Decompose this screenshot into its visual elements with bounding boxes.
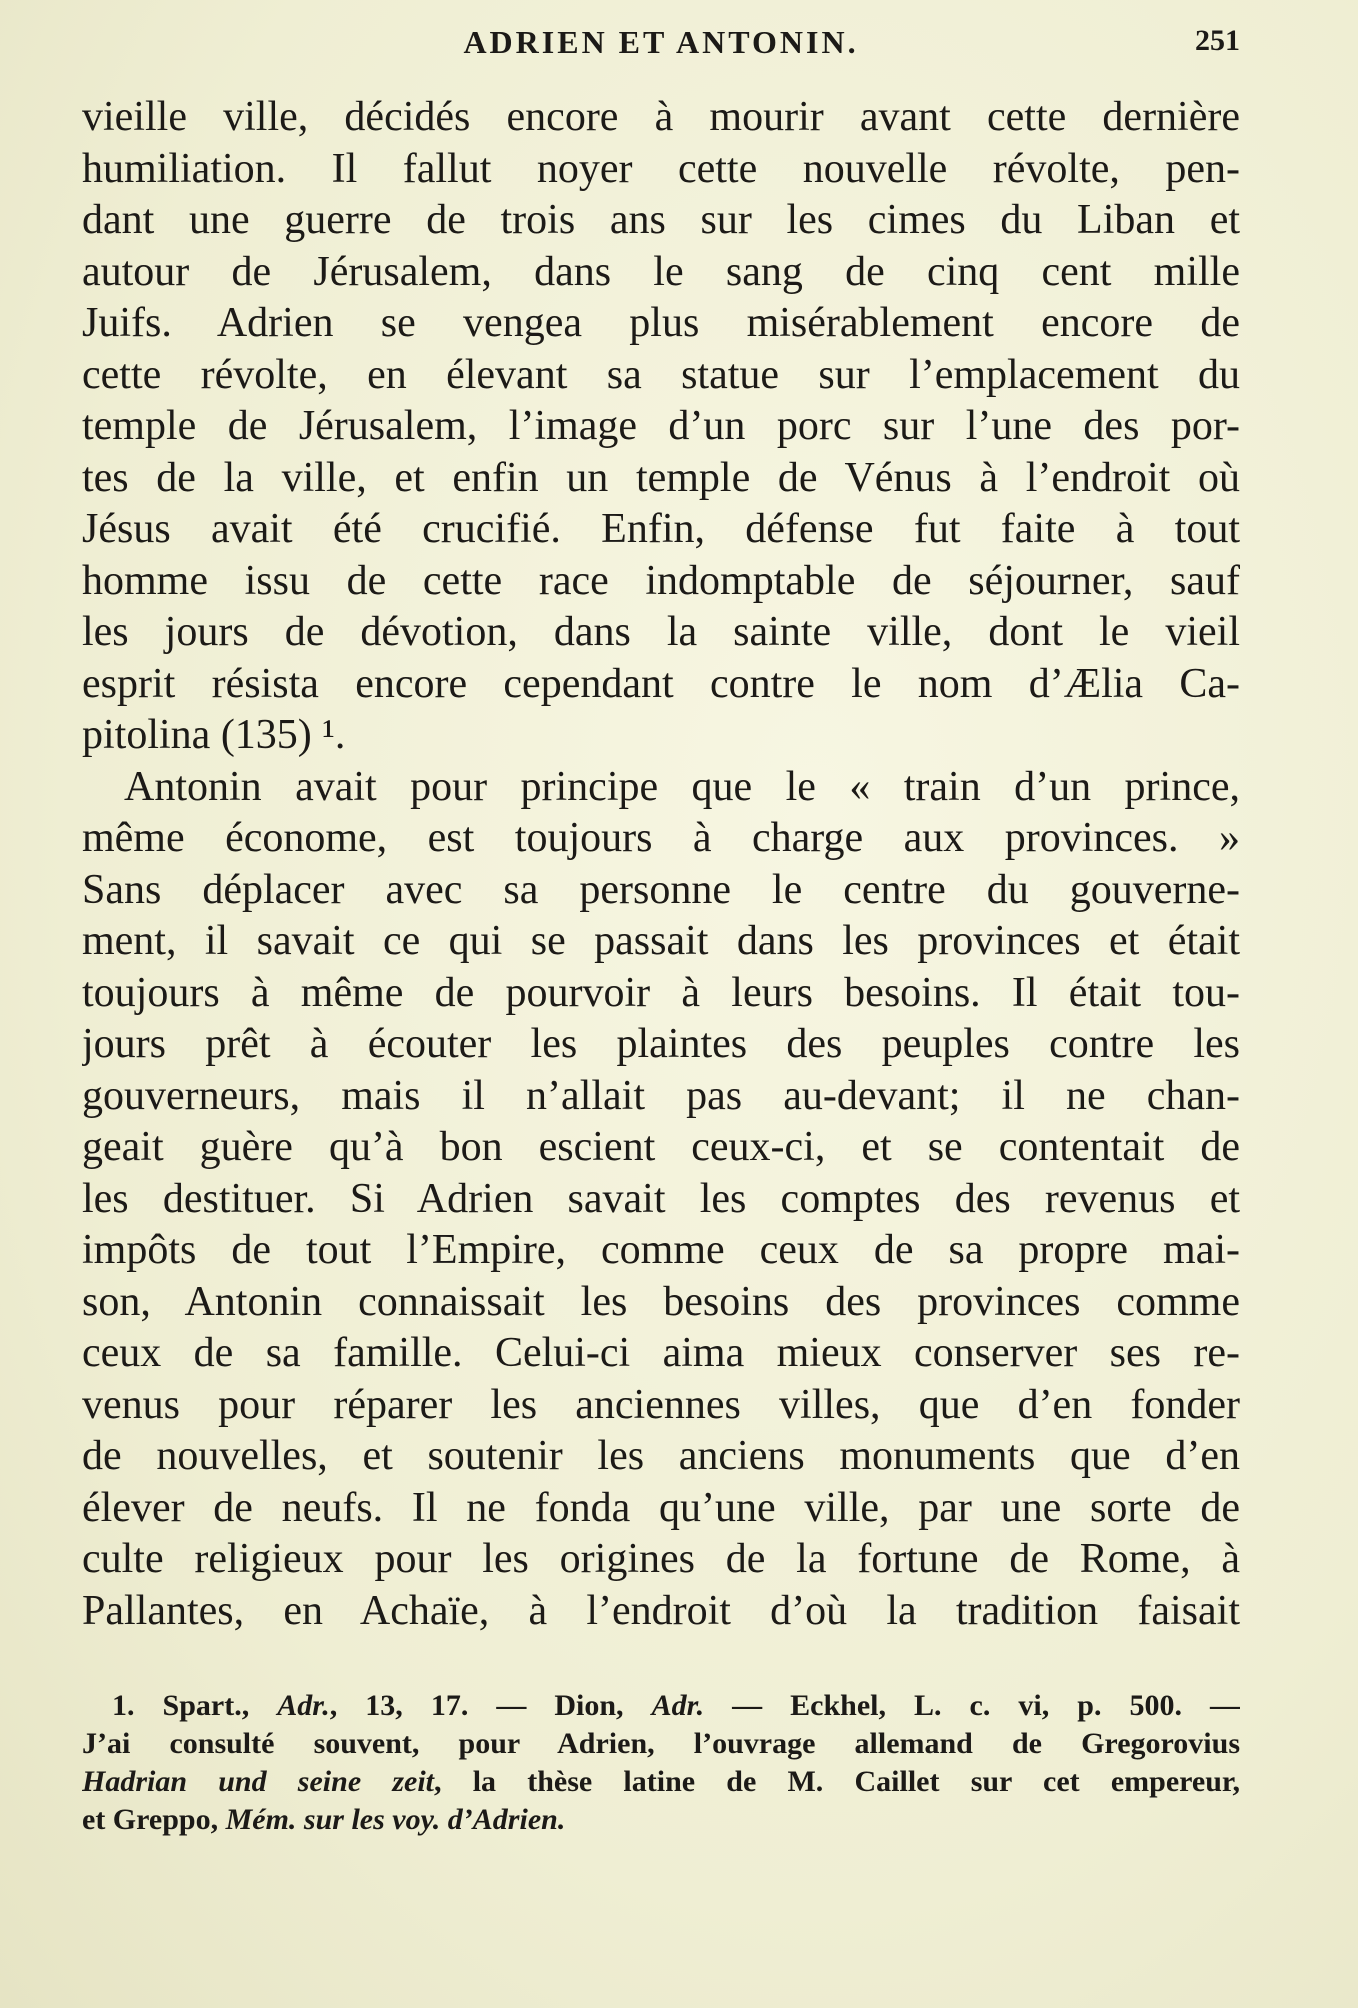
text-line: geait guère qu’à bon escient ceux-ci, et se contentait de <box>82 1124 1240 1170</box>
text-line: autour de Jérusalem, dans le sang de cinq cent mille <box>82 248 1240 295</box>
text-line: ceux de sa famille. Celui-ci aima mieux conserver ses re- <box>82 1330 1240 1376</box>
footnote-line <box>82 1801 1240 1839</box>
text-line: même économe, est toujours à charge aux provinces. » <box>82 815 1240 861</box>
text-line: Sans déplacer avec sa personne le centre du gouverne- <box>82 866 1240 913</box>
footnote-italic: Mém. sur les voy. d’Adrien. <box>225 1803 566 1836</box>
text-line: impôts de tout l’Empire, comme ceux de sa propre mai- <box>82 1227 1240 1273</box>
text-line: gouverneurs, mais il n’allait pas au-devant; il ne chan- <box>82 1072 1240 1119</box>
text-line: les destituer. Si Adrien savait les comptes des revenus et <box>82 1175 1240 1222</box>
text-line: Jésus avait été crucifié. Enfin, défense fut faite à tout <box>82 506 1240 552</box>
body-text <box>82 92 1240 1637</box>
text-line: toujours à même de pourvoir à leurs besoins. Il était tou- <box>82 969 1240 1016</box>
text-line: venus pour réparer les anciennes villes, que d’en fonder <box>82 1381 1240 1428</box>
running-title: ADRIEN ET ANTONIN. <box>463 24 859 60</box>
footnote-italic: Adr. <box>651 1689 705 1722</box>
footnote-line <box>82 1763 1240 1801</box>
text-line: les jours de dévotion, dans la sainte ville, dont le vieil <box>82 609 1240 655</box>
footnote-text: , 13, 17. — Dion, <box>329 1689 652 1722</box>
footnote-italic: Hadrian und seine zeit <box>82 1765 434 1798</box>
text-line: élever de neufs. Il ne fonda qu’une ville, par une sorte de <box>82 1484 1240 1531</box>
running-header <box>82 24 1240 74</box>
footnote-italic: Adr. <box>277 1689 330 1722</box>
text-line: humiliation. Il fallut noyer cette nouvelle révolte, pen- <box>82 145 1240 192</box>
book-page <box>82 24 1240 1839</box>
page-number: 251 <box>1195 24 1240 57</box>
text-line: temple de Jérusalem, l’image d’un porc sur l’une des por- <box>82 403 1240 449</box>
footnote-line <box>82 1687 1240 1725</box>
text-line-paragraph-end: pitolina (135) ¹. <box>82 712 346 758</box>
text-line-paragraph-start: Antonin avait pour principe que le « train d’un prince, <box>124 763 1240 810</box>
text-line: jours prêt à écouter les plaintes des peuples contre les <box>82 1021 1240 1067</box>
text-line: tes de la ville, et enfin un temple de Vénus à l’endroit où <box>82 454 1240 501</box>
text-line: son, Antonin connaissait les besoins des provinces comme <box>82 1278 1240 1325</box>
text-line: vieille ville, décidés encore à mourir avant cette dernière <box>82 94 1240 140</box>
text-line: cette révolte, en élevant sa statue sur l’emplacement du <box>82 351 1240 398</box>
footnote-text: 1. Spart., <box>112 1689 278 1722</box>
footnote-text: , la thèse latine de M. Caillet sur cet empereur, <box>434 1765 1240 1798</box>
text-line: Juifs. Adrien se vengea plus misérablement encore de <box>82 300 1240 346</box>
footnote-text: — Eckhel, L. c. vi, p. 500. — <box>704 1689 1240 1722</box>
text-line: esprit résista encore cependant contre le nom d’Ælia Ca- <box>82 660 1240 707</box>
footnote-line: J’ai consulté souvent, pour Adrien, l’ouvrage allemand de Gregorovius <box>82 1727 1240 1760</box>
text-line: dant une guerre de trois ans sur les cimes du Liban et <box>82 197 1240 243</box>
footnote-text: et Greppo, <box>82 1803 226 1836</box>
text-line: Pallantes, en Achaïe, à l’endroit d’où la tradition faisait <box>82 1587 1240 1634</box>
text-line: de nouvelles, et soutenir les anciens monuments que d’en <box>82 1433 1240 1479</box>
text-line: ment, il savait ce qui se passait dans les provinces et était <box>82 918 1240 964</box>
text-line: homme issu de cette race indomptable de séjourner, sauf <box>82 557 1240 604</box>
footnote <box>82 1687 1240 1839</box>
text-line: culte religieux pour les origines de la fortune de Rome, à <box>82 1536 1240 1582</box>
